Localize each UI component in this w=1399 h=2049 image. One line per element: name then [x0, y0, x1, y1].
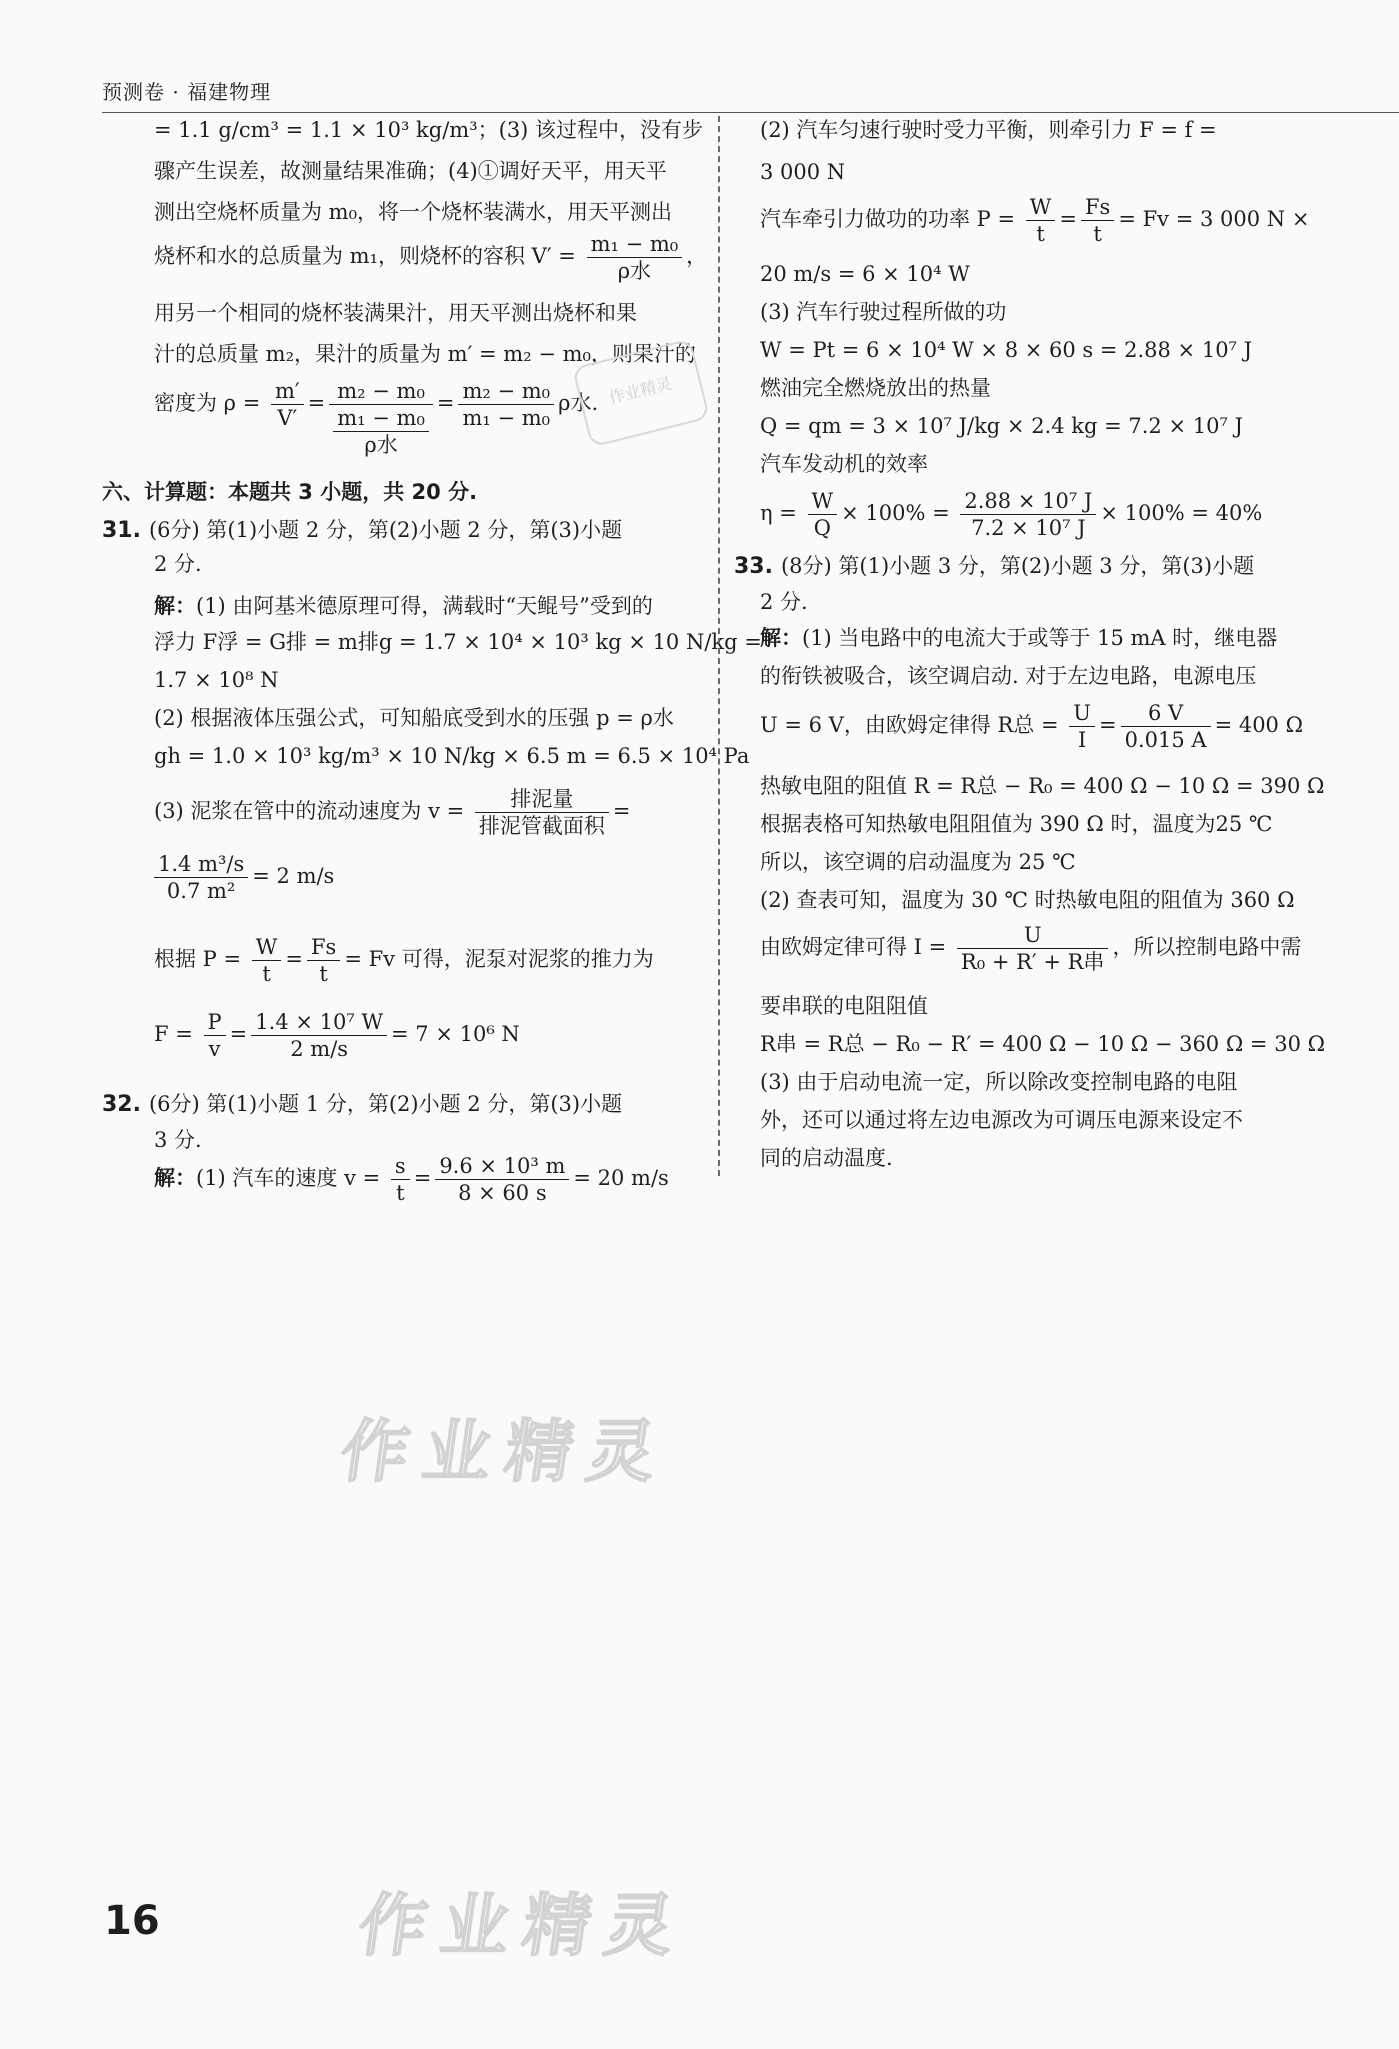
page-header: 预测卷 · 福建物理	[102, 80, 272, 104]
text-line: 骤产生误差，故测量结果准确；(4)①调好天平，用天平	[154, 159, 667, 183]
watermark-text: 作业精灵	[335, 1413, 675, 1492]
density-formula: 密度为 ρ = $\frac{m'}{V'}$ = $\frac{\text{m₂ − m₀}}{\frac{\text{m₁ − m₀}}{\text{ρ水}}}$ = $\frac{\text{m₂ − m₀}}{\text{m₁ − m₀}}$ ρ水.	[154, 379, 599, 457]
text-line: (2) 查表可知，温度为 30 ℃ 时热敏电阻的阻值为 360 Ω	[760, 888, 1295, 912]
q32-scoring: 32. (6分) 第(1)小题 1 分，第(2)小题 2 分，第(3)小题	[102, 1092, 623, 1117]
text-line: 3 分.	[154, 1128, 202, 1152]
text-line: 根据表格可知热敏电阻阻值为 390 Ω 时，温度为25 ℃	[760, 812, 1273, 836]
section-heading: 六、计算题：本题共 3 小题，共 20 分.	[102, 480, 478, 504]
header-rule	[102, 112, 1399, 113]
text-line: 测出空烧杯质量为 m₀，将一个烧杯装满水，用天平测出	[154, 200, 673, 224]
text-line: (2) 汽车匀速行驶时受力平衡，则牵引力 F = f =	[760, 118, 1217, 142]
text-line: 的衔铁被吸合，该空调启动. 对于左边电路，电源电压	[760, 664, 1257, 688]
text-line: 外，还可以通过将左边电源改为可调压电源来设定不	[760, 1108, 1243, 1132]
text-line: 烧杯和水的总质量为 m₁，则烧杯的容积 V′ = $\frac{\text{m₁ − m₀}}{\text{ρ水}}$ ，	[154, 232, 708, 283]
text-line: 热敏电阻的阻值 R = R总 − R₀ = 400 Ω − 10 Ω = 390 Ω	[760, 774, 1325, 798]
text-line: 汁的总质量 m₂，果汁的质量为 m′ = m₂ − m₀，则果汁的	[154, 342, 696, 366]
question-number: 31.	[102, 518, 141, 543]
text-line: 燃油完全燃烧放出的热量	[760, 376, 991, 400]
column-divider	[718, 116, 720, 1176]
text-line: R串 = R总 − R₀ − R′ = 400 Ω − 10 Ω − 360 Ω = 30 Ω	[760, 1032, 1326, 1056]
text-line: 解：(1) 由阿基米德原理可得，满载时“天鲲号”受到的	[154, 594, 653, 618]
page-number: 16	[104, 1898, 160, 1944]
text-line: (2) 根据液体压强公式，可知船底受到水的压强 p = ρ水	[154, 706, 674, 730]
text-line: 用另一个相同的烧杯装满果汁，用天平测出烧杯和果	[154, 301, 637, 325]
text-line: 2 分.	[154, 552, 202, 576]
text-line: Q = qm = 3 × 10⁷ J/kg × 2.4 kg = 7.2 × 10⁷ J	[760, 414, 1243, 438]
text-line: 解：(1) 当电路中的电流大于或等于 15 mA 时，继电器	[760, 626, 1278, 650]
text-line: F = $\frac{P}{v}$ = $\frac{\text{1.4 × 10⁷ W}}{2 m/s}$ = 7 × 10⁶ N	[154, 1010, 520, 1061]
q31-scoring: 31. (6分) 第(1)小题 2 分，第(2)小题 2 分，第(3)小题	[102, 518, 623, 543]
text-line: η = $\frac{W}{Q}$ × 100% = $\frac{\text{2.88 × 10⁷ J}}{\text{7.2 × 10⁷ J}}$ × 100% = 40%	[760, 489, 1263, 540]
text-line: = 1.1 g/cm³ = 1.1 × 10³ kg/m³；(3) 该过程中，没有步	[154, 118, 704, 142]
fraction: $\frac{\text{m₁ − m₀}}{\text{ρ水}}$	[587, 231, 683, 284]
text-line: W = Pt = 6 × 10⁴ W × 8 × 60 s = 2.88 × 10⁷ J	[760, 338, 1253, 362]
text-line: 要串联的电阻阻值	[760, 994, 928, 1018]
text-line: $\frac{\text{1.4 m³/s}}{\text{0.7 m²}}$ = 2 m/s	[154, 851, 334, 904]
text-line: 2 分.	[760, 590, 808, 614]
q33-scoring: 33. (8分) 第(1)小题 3 分，第(2)小题 3 分，第(3)小题	[734, 554, 1255, 579]
text-line: 3 000 N	[760, 160, 846, 184]
question-number: 33.	[734, 554, 773, 579]
text-line: 1.7 × 10⁸ N	[154, 668, 279, 692]
text-line: U = 6 V，由欧姆定律得 R总 = $\frac{U}{I}$ = $\frac{6 V}{0.015 A}$ = 400 Ω	[760, 701, 1304, 752]
text-line: 20 m/s = 6 × 10⁴ W	[760, 262, 970, 286]
text-line: 汽车发动机的效率	[760, 452, 928, 476]
watermark-badge: 作业精灵	[572, 338, 710, 447]
text-line: 根据 P = $\frac{W}{t}$ = $\frac{Fs}{t}$ = Fv 可得，泥泵对泥浆的推力为	[154, 935, 654, 986]
text-line: 所以，该空调的启动温度为 25 ℃	[760, 850, 1076, 874]
watermark-text: 作业精灵	[353, 1887, 693, 1966]
text-line: 解：(1) 汽车的速度 v = $\frac{s}{t}$ = $\frac{\text{9.6 × 10³ m}}{8 \times 60 s}$ = 20 m/s	[154, 1154, 669, 1205]
text-line: 同的启动温度.	[760, 1146, 893, 1170]
text-line: (3) 由于启动电流一定，所以除改变控制电路的电阻	[760, 1070, 1238, 1094]
text-line: gh = 1.0 × 10³ kg/m³ × 10 N/kg × 6.5 m = 6.5 × 10⁴ Pa	[154, 744, 750, 768]
text-line: 由欧姆定律可得 I = $\frac{U}{\text{R₀ + R′ + R串}}$ ，所以控制电路中需	[760, 923, 1302, 974]
text-line: 汽车牵引力做功的功率 P = $\frac{W}{t}$ = $\frac{Fs}{t}$ = Fv = 3 000 N ×	[760, 195, 1310, 246]
question-number: 32.	[102, 1092, 141, 1117]
text-line: (3) 泥浆在管中的流动速度为 v = $\frac{\text{排泥量}}{\text{排泥管截面积}}$ =	[154, 787, 631, 838]
text-line: 浮力 F浮 = G排 = m排g = 1.7 × 10⁴ × 10³ kg × 10 N/kg =	[154, 630, 762, 654]
text-line: (3) 汽车行驶过程所做的功	[760, 300, 1007, 324]
